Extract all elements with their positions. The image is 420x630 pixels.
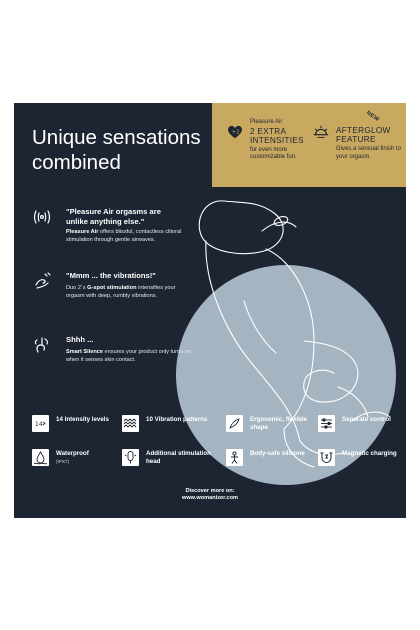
vibration-patterns-icon: [122, 415, 139, 432]
svg-text:14: 14: [35, 421, 43, 428]
svg-text:+2: +2: [231, 129, 240, 136]
spec-vibration-patterns: 10 Vibration patterns: [122, 415, 212, 437]
heart-plus-icon: [226, 123, 244, 141]
spec-separate-control: Separate control: [318, 415, 406, 437]
product-info-panel: [14, 103, 406, 518]
ergonomic-shape-icon: [226, 415, 243, 432]
highlights-banner: +2 Pleasure Air 2 EXTRA INTENSITIES for even more customizable fun. AFTERGLOW FEATURE Gives a sensual finish to your orgasm. NEW: [212, 103, 406, 187]
spec-intensity-levels: 14 14 Intensity levels: [32, 415, 122, 437]
air-waves-icon: [32, 207, 52, 227]
spec-stimulation-head: Additional stimulation head: [122, 449, 212, 471]
body-safe-silicone-icon: [226, 449, 243, 466]
footer-discover: Discover more on: www.womanizer.com: [14, 488, 406, 502]
page-title: Unique sensations combined: [32, 126, 201, 174]
magnetic-charging-icon: [318, 449, 335, 466]
new-badge: NEW: [365, 110, 381, 124]
product-illustration: [184, 191, 406, 491]
spec-ergonomic-shape: Ergonomic, flexible shape: [226, 415, 316, 437]
spec-waterproof: Waterproof (IPX7): [32, 449, 122, 471]
spec-body-safe-silicone: Body-safe silicone: [226, 449, 316, 471]
intensity-levels-icon: [32, 415, 49, 432]
vibration-hand-icon: [32, 271, 52, 291]
website-link[interactable]: www.womanizer.com: [181, 495, 239, 501]
waterproof-icon: [32, 449, 49, 466]
afterglow-sun-icon: [312, 123, 330, 141]
spec-magnetic-charging: Magnetic charging: [318, 449, 406, 471]
feature-pleasure-air: "Pleasure Air orgasms are unlike anything else." Pleasure Air offers blissful, contactless clitoral stimulation through gentle airwaves.: [32, 207, 182, 267]
separate-control-icon: [318, 415, 335, 432]
shh-icon: [32, 335, 52, 355]
stimulation-head-icon: [122, 449, 139, 466]
feature-g-spot: "Mmm ... the vibrations!" Duo 2´s G-spot stimulation intensifies your orgasm with deep, rumbly vibrations.: [32, 271, 182, 331]
feature-smart-silence: Shhh ... Smart Silence ensures your product only turns on when it senses skin contact.: [32, 335, 182, 395]
